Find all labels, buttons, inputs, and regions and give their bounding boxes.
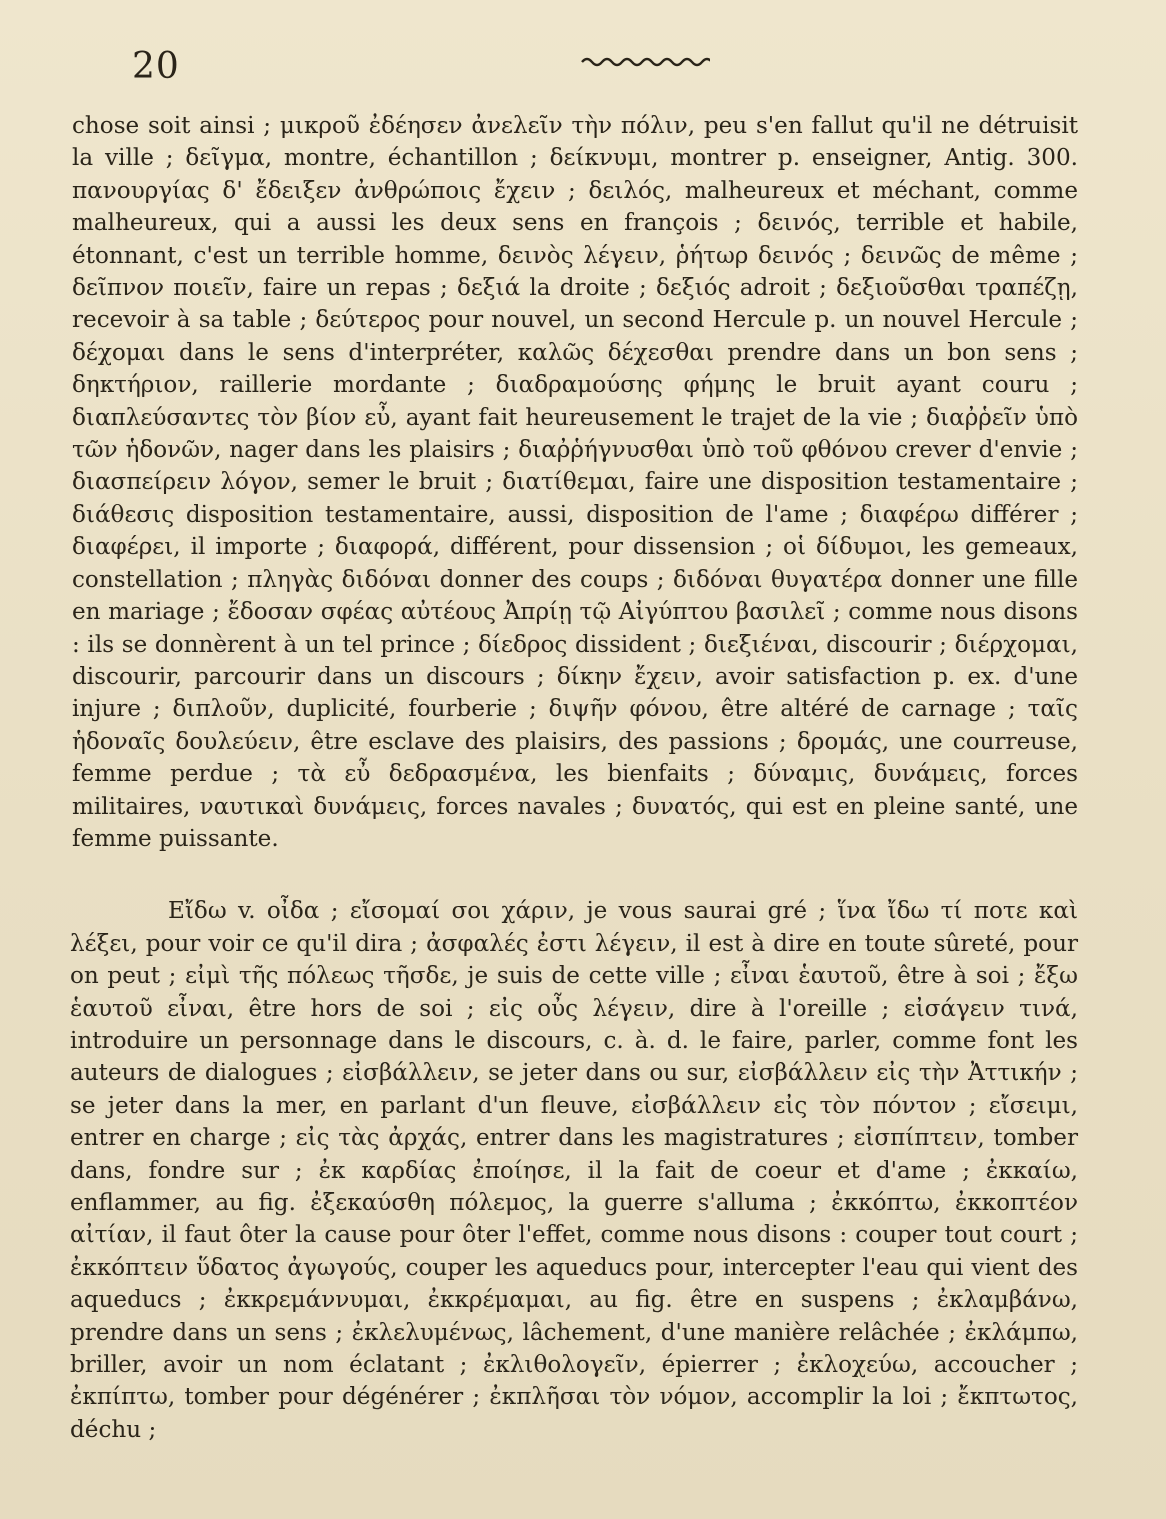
wavy-rule-ornament — [580, 55, 710, 69]
page-number: 20 — [132, 46, 180, 87]
paragraph-epsilon: Εἴδω v. οἶδα ; εἴσομαί σοι χάριν, je vous saurai gré ; ἵνα ἴδω τί ποτε καὶ λέξει, pour voir ce qu'il dira ; ἀσφαλές ἐστι λέγειν, il est à dire en toute sûreté, pour on peut ; εἰμὶ τῆς πόλεως τῆσδε, je suis de cette ville ; εἶναι ἑαυτοῦ, être à soi ; ἔξω ἑαυτοῦ εἶναι, être hors de soi ; εἰς οὖς λέγειν, dire à l'oreille ; εἰσάγειν τινά, introduire un personnage dans le discours, c. à. d. le faire, parler, comme font les auteurs de dialogues ; εἰσβάλλειν, se jeter dans ou sur, εἰσβάλλειν εἰς τὴν Ἀττικήν ; se jeter dans la mer, en parlant d'un fleuve, εἰσβάλλειν εἰς τὸν πόντον ; εἴσειμι, entrer en charge ; εἰς τὰς ἀρχάς, entrer dans les magistratures ; εἰσπίπτειν, tomber dans, fondre sur ; ἐκ καρδίας ἐποίησε, il la fait de coeur et d'ame ; ἐκκαίω, enflammer, au fig. ἐξεκαύσθη πόλεμος, la guerre s'alluma ; ἐκκόπτω, ἐκκοπτέον αἰτίαν, il faut ôter la cause pour ôter l'effet, comme nous disons : couper tout court ; ἐκκόπτειν ὕδατος ἀγωγούς, couper les aqueducs pour, intercepter l'eau qui vient des aqueducs ; ἐκκρεμάννυμαι, ἐκκρέμαμαι, au fig. être en suspens ; ἐκλαμβάνω, prendre dans un sens ; ἐκλελυμένως, lâchement, d'une manière relâchée ; ἐκλάμπω, briller, avoir un nom éclatant ; ἐκλιθολογεῖν, épierrer ; ἐκλοχεύω, accoucher ; ἐκπίπτω, tomber pour dégénérer ; ἐκπλῆσαι τὸν νόμον, accomplir la loi ; ἔκπτωτος, déchu ; — [70, 898, 1078, 1443]
page-header — [70, 0, 1078, 110]
paragraph-delta: chose soit ainsi ; μικροῦ ἐδέησεν ἀνελεῖν τὴν πόλιν, peu s'en fallut qu'il ne détruisit la ville ; δεῖγμα, montre, échantillon ; δείκνυμι, montrer p. enseigner, Antig. 300. πανουργίας δ' ἔδειξεν ἀνθρώποις ἔχειν ; δειλός, malheureux et méchant, comme malheureux, qui a aussi les deux sens en françois ; δεινός, terrible et habile, étonnant, c'est un terrible homme, δεινὸς λέγειν, ῥήτωρ δεινός ; δεινῶς de même ; δεῖπνον ποιεῖν, faire un repas ; δεξιά la droite ; δεξιός adroit ; δεξιοῦσθαι τραπέζῃ, recevoir à sa table ; δεύτερος pour nouvel, un second Hercule p. un nouvel Hercule ; δέχομαι dans le sens d'interpréter, καλῶς δέχεσθαι prendre dans un bon sens ; δηκτήριον, raillerie mordante ; διαδραμούσης φήμης le bruit ayant couru ; διαπλεύσαντες τὸν βίον εὖ, ayant fait heureusement le trajet de la vie ; διαῤῥεῖν ὑπὸ τῶν ἡδονῶν, nager dans les plaisirs ; διαῤῥήγνυσθαι ὑπὸ τοῦ φθόνου crever d'envie ; διασπείρειν λόγον, semer le bruit ; διατίθεμαι, faire une disposition testamentaire ; διάθεσις disposition testamentaire, aussi, disposition de l'ame ; διαφέρω différer ; διαφέρει, il importe ; διαφορά, différent, pour dissension ; οἱ δίδυμοι, les gemeaux, constellation ; πληγὰς διδόναι donner des coups ; διδόναι θυγατέρα donner une fille en mariage ; ἔδοσαν σφέας αὐτέους Ἀπρίῃ τῷ Αἰγύπτου βασιλεῖ ; comme nous disons : ils se donnèrent à un tel prince ; δίεδρος dissident ; διεξιέναι, discourir ; διέρχομαι, discourir, parcourir dans un discours ; δίκην ἔχειν, avoir satisfaction p. ex. d'une injure ; διπλοῦν, duplicité, fourberie ; διψῆν φόνου, être altéré de carnage ; ταῖς ἡδοναῖς δουλεύειν, être esclave des plaisirs, des passions ; δρομάς, une courreuse, femme perdue ; τὰ εὖ δεδρασμένα, les bienfaits ; δύναμις, δυνάμεις, forces militaires, ναυτικαὶ δυνάμεις, forces navales ; δυνατός, qui est en pleine santé, une femme puissante. — [72, 113, 1078, 852]
